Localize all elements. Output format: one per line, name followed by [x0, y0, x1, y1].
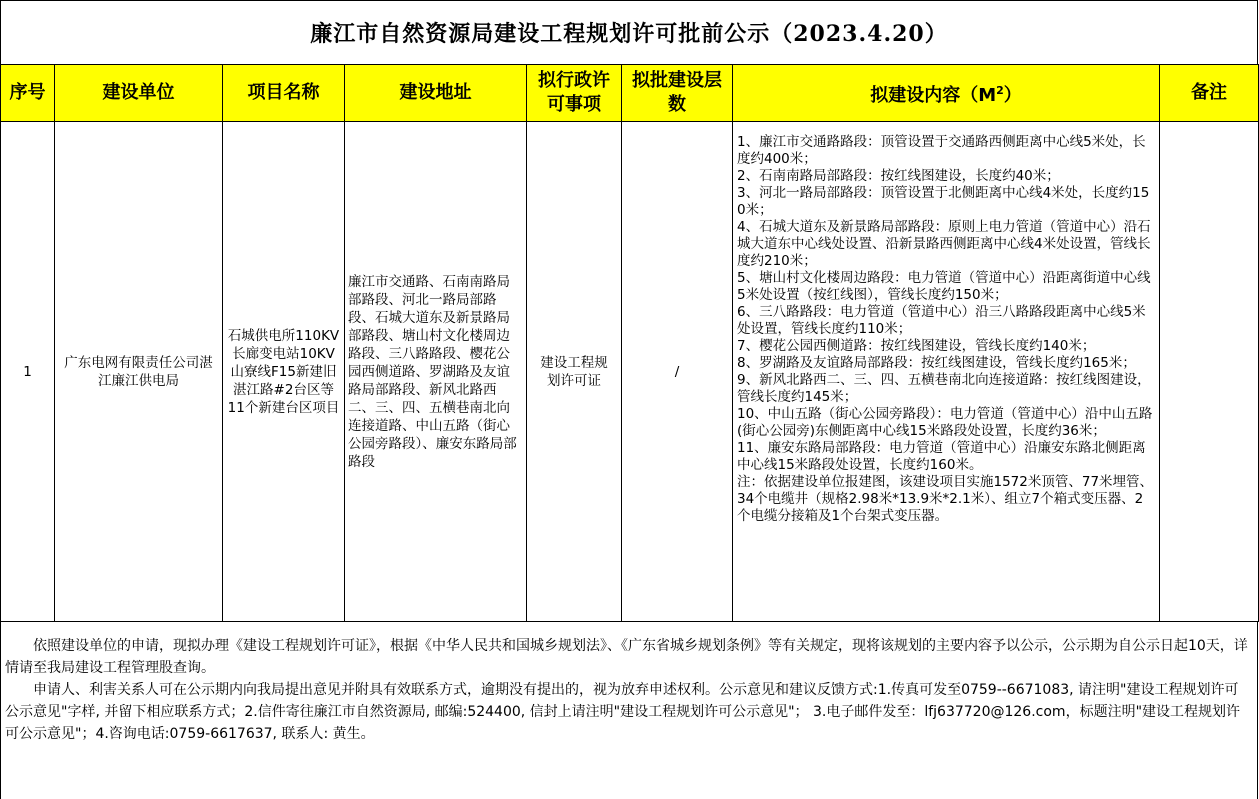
header-floors: 拟批建设层数: [622, 65, 733, 122]
permit-text: 建设工程规划许可证: [540, 354, 608, 389]
content-item: 1、廉江市交通路路段：顶管设置于交通路西侧距离中心线5米处，长度约400米；: [737, 134, 1146, 167]
content-item: 3、河北一路局部路段：顶管设置于北侧距离中心线4米处，长度约150米；: [737, 185, 1150, 218]
table-row: [1, 122, 1259, 622]
header-row: [1, 65, 1259, 122]
cell-unit: [55, 122, 223, 622]
content-item: 11、廉安东路局部路段：电力管道（管道中心）沿廉安东路北侧距离中心线15米路段处设置，长度约160米。: [737, 440, 1146, 473]
cell-floors: /: [622, 122, 733, 622]
address-text: 廉江市交通路、石南南路局部路段、河北一路局部路段、石城大道东及新景路局部路段、塘山村文化楼周边路段、三八路路段、樱花公园西侧道路、罗湖路及友谊路局部路段、新风北路西二、三、四、五横巷南北向连接道路、中山五路（街心公园旁路段）、廉安东路局部路段: [348, 273, 517, 470]
content-item: 9、新风北路西二、三、四、五横巷南北向连接道路：按红线图建设，管线长度约145米；: [737, 372, 1151, 405]
permit-table: [0, 64, 1259, 622]
cell-remark: [1160, 122, 1259, 622]
notice-text: [0, 621, 1258, 799]
content-item: 7、樱花公园西侧道路：按红线图建设，管线长度约140米；: [737, 338, 1096, 354]
unit-text: 广东电网有限责任公司湛江廉江供电局: [64, 354, 213, 389]
content-note: 注：依据建设单位报建图，该建设项目实施1572米顶管、77米埋管、34个电缆井（规格2.98米*13.9米*2.1米）、组立7个箱式变压器、2个电缆分接箱及1个台架式变压器。: [737, 474, 1154, 524]
content-item: 2、石南南路局部路段：按红线图建设，长度约40米；: [737, 168, 1060, 184]
header-content: 拟建设内容$(M^2)$: [733, 65, 1160, 122]
cell-permit: [527, 122, 622, 622]
header-no: 序号: [1, 65, 55, 122]
cell-content: [733, 122, 1160, 622]
content-item: 10、中山五路（街心公园旁路段）：电力管道（管道中心）沿中山五路(街心公园旁)东侧距离中心线15米路段处设置，长度约36米；: [737, 406, 1153, 439]
content-item: 4、石城大道东及新景路局部路段：原则上电力管道（管道中心）沿石城大道东中心线处设置、沿新景路西侧距离中心线4米处设置，管线长度约210米；: [737, 219, 1151, 269]
cell-project: [223, 122, 345, 622]
content-item: 6、三八路路段：电力管道（管道中心）沿三八路路段距离中心线5米处设置，管线长度约110米；: [737, 304, 1146, 337]
notice-paragraph: 依照建设单位的申请，现拟办理《建设工程规划许可证》，根据《中华人民共和国城乡规划法》、《广东省城乡规划条例》等有关规定，现将该规划的主要内容予以公示，公示期为自公示日起10天，详情请至我局建设工程管理股查询。: [5, 638, 1248, 676]
header-remark: 备注: [1160, 65, 1259, 122]
page-title: 廉江市自然资源局建设工程规划许可批前公示（2023.4.20）: [0, 0, 1258, 64]
header-address: 建设地址: [345, 65, 527, 122]
cell-address: [345, 122, 527, 622]
header-permit: 拟行政许可事项: [527, 65, 622, 122]
content-item: 5、塘山村文化楼周边路段：电力管道（管道中心）沿距离街道中心线5米处设置（按红线图），管线长度约150米；: [737, 270, 1151, 303]
project-text: 石城供电所110KV长廊变电站10KV山寮线F15新建旧湛江路#2台区等11个新建台区项目: [227, 327, 340, 416]
header-unit: 建设单位: [55, 65, 223, 122]
content-item: 8、罗湖路及友谊路局部路段：按红线图建设，管线长度约165米；: [737, 355, 1136, 371]
cell-no: 1: [1, 122, 55, 622]
notice-paragraph: 申请人、利害关系人可在公示期内向我局提出意见并附具有效联系方式，逾期没有提出的，视为放弃申述权利。公示意见和建议反馈方式:1.传真可发至0759--6671083, 请注明"建设工程规划许可公示意见"字样, 并留下相应联系方式；2.信件寄往廉江市自然资源局, 邮编:524400, 信封上请注明"建设工程规划许可公示意见"； 3.电子邮件发至：lfj637720@126.com，标题注明"建设工程规划许可公示意见"；4.咨询电话:0759-6617637, 联系人: 黄生。: [5, 682, 1241, 742]
header-project: 项目名称: [223, 65, 345, 122]
